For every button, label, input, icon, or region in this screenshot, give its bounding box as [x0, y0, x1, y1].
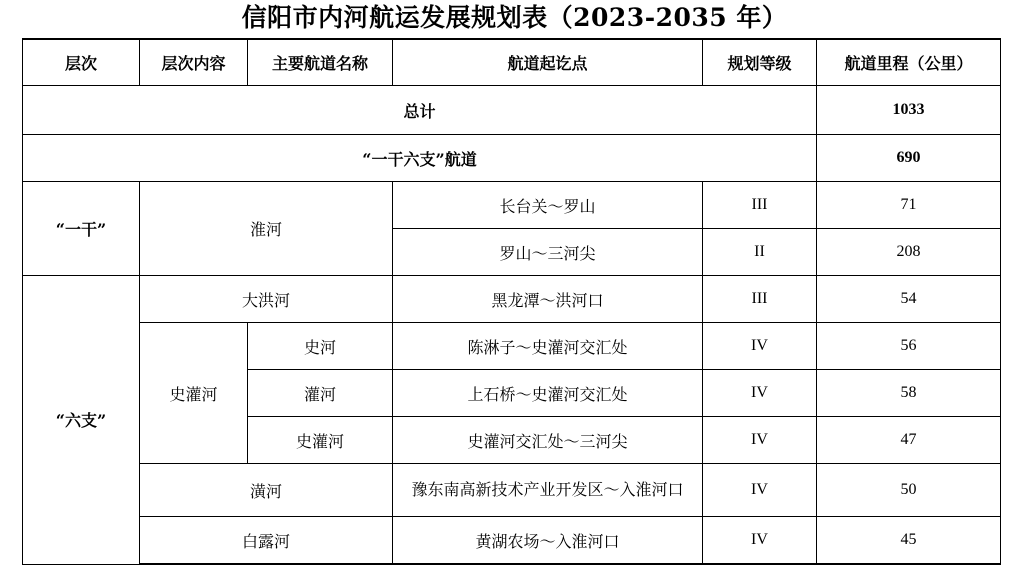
- plan-table: [22, 38, 1001, 565]
- header-route: 航道起讫点: [393, 39, 703, 86]
- grade: IV: [703, 370, 817, 417]
- grade: IV: [703, 464, 817, 517]
- waterway-name: 淮河: [140, 182, 393, 276]
- level-zhi: “六支”: [23, 276, 140, 565]
- mileage: 45: [817, 517, 1001, 565]
- grade: IV: [703, 323, 817, 370]
- subtotal-row: [23, 135, 1001, 182]
- grade: III: [703, 182, 817, 229]
- header-level-content: 层次内容: [140, 39, 248, 86]
- table-row: [23, 464, 1001, 517]
- waterway-name: 白露河: [140, 517, 393, 565]
- mileage: 50: [817, 464, 1001, 517]
- level-gan: “一干”: [23, 182, 140, 276]
- mileage: 47: [817, 417, 1001, 464]
- waterway-name: 潢河: [140, 464, 393, 517]
- route: 黄湖农场～入淮河口: [393, 517, 703, 565]
- waterway-name: 史灌河: [248, 417, 393, 464]
- mileage: 58: [817, 370, 1001, 417]
- grade: III: [703, 276, 817, 323]
- subtotal-label: “一干六支”航道: [23, 135, 817, 182]
- waterway-name: 史河: [248, 323, 393, 370]
- table-header-row: [23, 39, 1001, 86]
- route: 上石桥～史灌河交汇处: [393, 370, 703, 417]
- table-row: [23, 182, 1001, 229]
- total-value: 1033: [817, 86, 1001, 135]
- route: 豫东南高新技术产业开发区～入淮河口: [393, 464, 703, 517]
- route: 长台关～罗山: [393, 182, 703, 229]
- mileage: 56: [817, 323, 1001, 370]
- route: 史灌河交汇处～三河尖: [393, 417, 703, 464]
- route: 黑龙潭～洪河口: [393, 276, 703, 323]
- mileage: 71: [817, 182, 1001, 229]
- total-row: [23, 86, 1001, 135]
- table-row: [23, 323, 1001, 370]
- route: 陈淋子～史灌河交汇处: [393, 323, 703, 370]
- grade: II: [703, 229, 817, 276]
- route: 罗山～三河尖: [393, 229, 703, 276]
- table-row: [23, 517, 1001, 565]
- header-level: 层次: [23, 39, 140, 86]
- waterway-group: 史灌河: [140, 323, 248, 464]
- header-mileage: 航道里程（公里）: [817, 39, 1001, 86]
- table-row: [23, 276, 1001, 323]
- page-title: 信阳市内河航运发展规划表（2023-2035 年）: [241, 3, 788, 32]
- mileage: 54: [817, 276, 1001, 323]
- header-waterway-name: 主要航道名称: [248, 39, 393, 86]
- header-grade: 规划等级: [703, 39, 817, 86]
- mileage: 208: [817, 229, 1001, 276]
- subtotal-value: 690: [817, 135, 1001, 182]
- total-label: 总计: [23, 86, 817, 135]
- grade: IV: [703, 517, 817, 565]
- grade: IV: [703, 417, 817, 464]
- waterway-name: 灌河: [248, 370, 393, 417]
- waterway-name: 大洪河: [140, 276, 393, 323]
